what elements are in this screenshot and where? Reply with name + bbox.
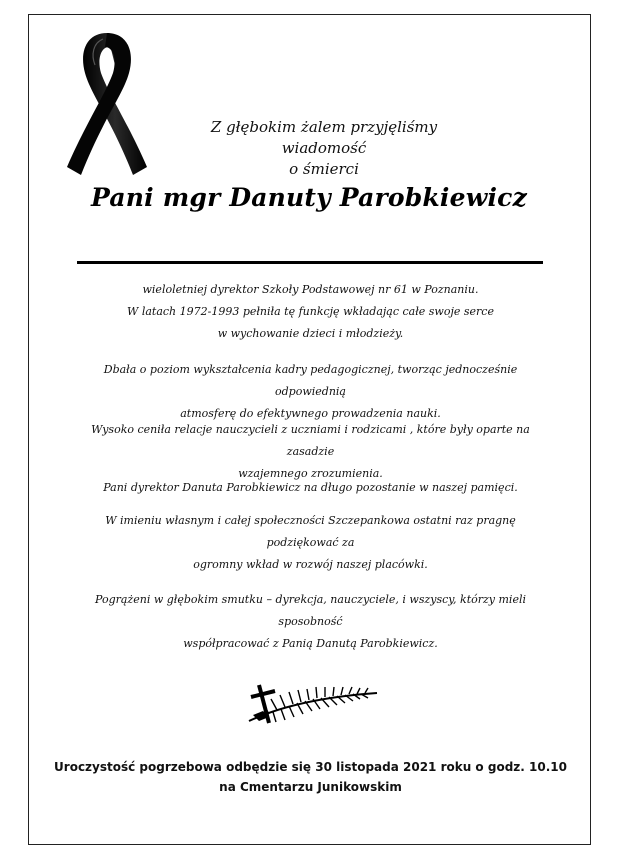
funeral-date-line: Uroczystość pogrzebowa odbędzie się 30 listopada 2021 roku o godz. 10.10 <box>54 760 567 774</box>
divider-rule <box>77 261 543 264</box>
paragraph-2 <box>69 359 552 425</box>
cemetery-line: na Cmentarzu Junikowskim <box>219 780 402 794</box>
paragraph-line: wieloletniej dyrektor Szkoły Podstawowej nr 61 w Poznaniu. <box>142 283 479 296</box>
intro-text <box>179 117 469 180</box>
paragraph-line: W imieniu własnym i całej społeczności Szczepankowa ostatni raz pragnę podziękować za <box>105 514 516 549</box>
paragraph-line: Pogrążeni w głębokim smutku – dyrekcja, nauczyciele, i wszyscy, którzy mieli sposobność <box>95 593 526 628</box>
intro-line-2: o śmierci <box>289 160 359 178</box>
funeral-info <box>49 757 572 797</box>
cross-palm-icon <box>229 677 379 727</box>
mourning-ribbon-icon <box>63 29 153 179</box>
paragraph-line: ogromny wkład w rozwój naszej placówki. <box>193 558 428 571</box>
paragraph-6 <box>69 589 552 655</box>
paragraph-line: w wychowanie dzieci i młodzieży. <box>217 327 404 340</box>
paragraph-4 <box>69 477 552 499</box>
intro-line-1: Z głębokim żalem przyjęliśmy wiadomość <box>210 118 438 157</box>
paragraph-line: Wysoko ceniła relacje nauczycieli z uczniami i rodzicami , które były oparte na zasadzie <box>91 423 530 458</box>
obituary-page <box>28 14 591 845</box>
paragraph-line: wzajemnego zrozumienia. <box>238 467 383 480</box>
paragraph-line: Dbała o poziom wykształcenia kadry pedagogicznej, tworząc jednocześnie odpowiednią <box>103 363 518 398</box>
paragraph-5 <box>69 510 552 576</box>
paragraph-line: Pani dyrektor Danuta Parobkiewicz na długo pozostanie w naszej pamięci. <box>103 481 518 494</box>
paragraph-line: W latach 1972-1993 pełniła tę funkcję wkładając całe swoje serce <box>127 305 494 318</box>
paragraph-line: atmosferę do efektywnego prowadzenia nauki. <box>180 407 441 420</box>
deceased-name: Pani mgr Danuty Parobkiewicz <box>91 183 527 212</box>
paragraph-1 <box>69 279 552 345</box>
paragraph-3 <box>69 419 552 485</box>
paragraph-line: współpracować z Panią Danutą Parobkiewicz. <box>183 637 438 650</box>
